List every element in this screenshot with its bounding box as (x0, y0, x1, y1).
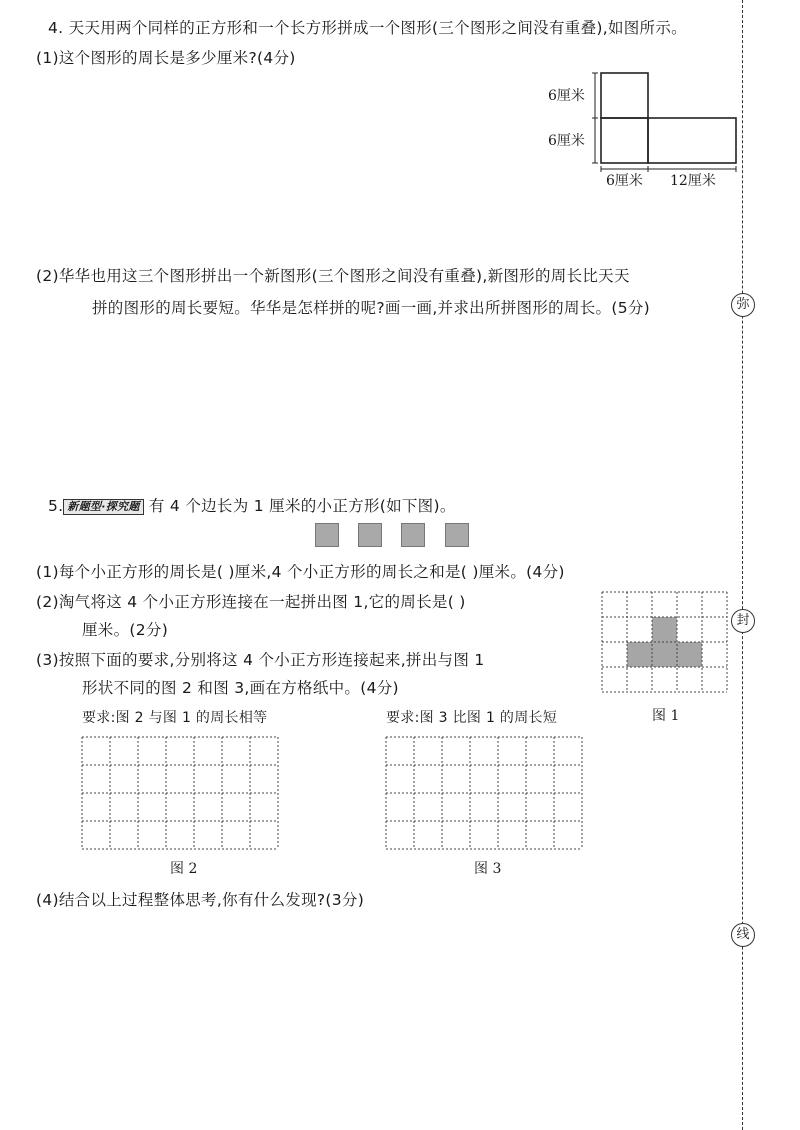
figure-2-caption: 图 2 (170, 861, 198, 877)
seal-char-xian: 线 (731, 923, 755, 947)
figure-2-grid[interactable] (82, 737, 279, 851)
q5-part2-line2: 厘米。(2分) (82, 621, 169, 639)
q4-label-left-top: 6厘米 (548, 88, 585, 104)
q4-part2-line2: 拼的图形的周长要短。华华是怎样拼的呢?画一画,并求出所拼图形的周长。(5分) (92, 299, 651, 317)
requirement-figure-3: 要求:图 3 比图 1 的周长短 (386, 710, 558, 726)
filled-cell (677, 642, 702, 667)
q4-label-bottom-left: 6厘米 (606, 173, 643, 189)
small-square-3 (401, 523, 425, 547)
figure-1-caption: 图 1 (652, 708, 680, 724)
q4-part2-line1: (2)华华也用这三个图形拼出一个新图形(三个图形之间没有重叠),新图形的周长比天天 (36, 267, 630, 285)
filled-cell (627, 642, 652, 667)
square-bottom (601, 118, 648, 163)
q5-stem-line (48, 496, 456, 516)
q4-part1: (1)这个图形的周长是多少厘米?(4分) (36, 49, 296, 67)
small-square-4 (445, 523, 469, 547)
seal-char-mi: 弥 (731, 293, 755, 317)
seal-char-feng: 封 (731, 609, 755, 633)
small-square-1 (315, 523, 339, 547)
rectangle (648, 118, 736, 163)
q5-part3-line2: 形状不同的图 2 和图 3,画在方格纸中。(4分) (82, 679, 399, 697)
q5-part3-line1: (3)按照下面的要求,分别将这 4 个小正方形连接起来,拼出与图 1 (36, 651, 485, 669)
q4-label-left-bottom: 6厘米 (548, 133, 585, 149)
figure-1-grid (602, 592, 728, 693)
q5-part1: (1)每个小正方形的周长是( )厘米,4 个小正方形的周长之和是( )厘米。(4分) (36, 563, 565, 581)
square-top (601, 73, 648, 118)
filled-cell (652, 617, 677, 642)
figure-3-caption: 图 3 (474, 861, 502, 877)
small-square-2 (358, 523, 382, 547)
q5-stem: 有 4 个边长为 1 厘米的小正方形(如下图)。 (148, 497, 456, 515)
q4-label-bottom-right: 12厘米 (670, 173, 716, 189)
q5-part4: (4)结合以上过程整体思考,你有什么发现?(3分) (36, 891, 365, 909)
figure-3-grid[interactable] (386, 737, 583, 851)
requirement-figure-2: 要求:图 2 与图 1 的周长相等 (82, 710, 268, 726)
q5-new-type-badge: 新题型·探究题 (63, 499, 143, 515)
filled-cell (652, 642, 677, 667)
q4-stem: 4. 天天用两个同样的正方形和一个长方形拼成一个图形(三个图形之间没有重叠),如图所示。 (48, 19, 687, 37)
q5-number: 5. (48, 497, 64, 515)
q5-part2-line1: (2)淘气将这 4 个小正方形连接在一起拼出图 1,它的周长是( ) (36, 593, 466, 611)
